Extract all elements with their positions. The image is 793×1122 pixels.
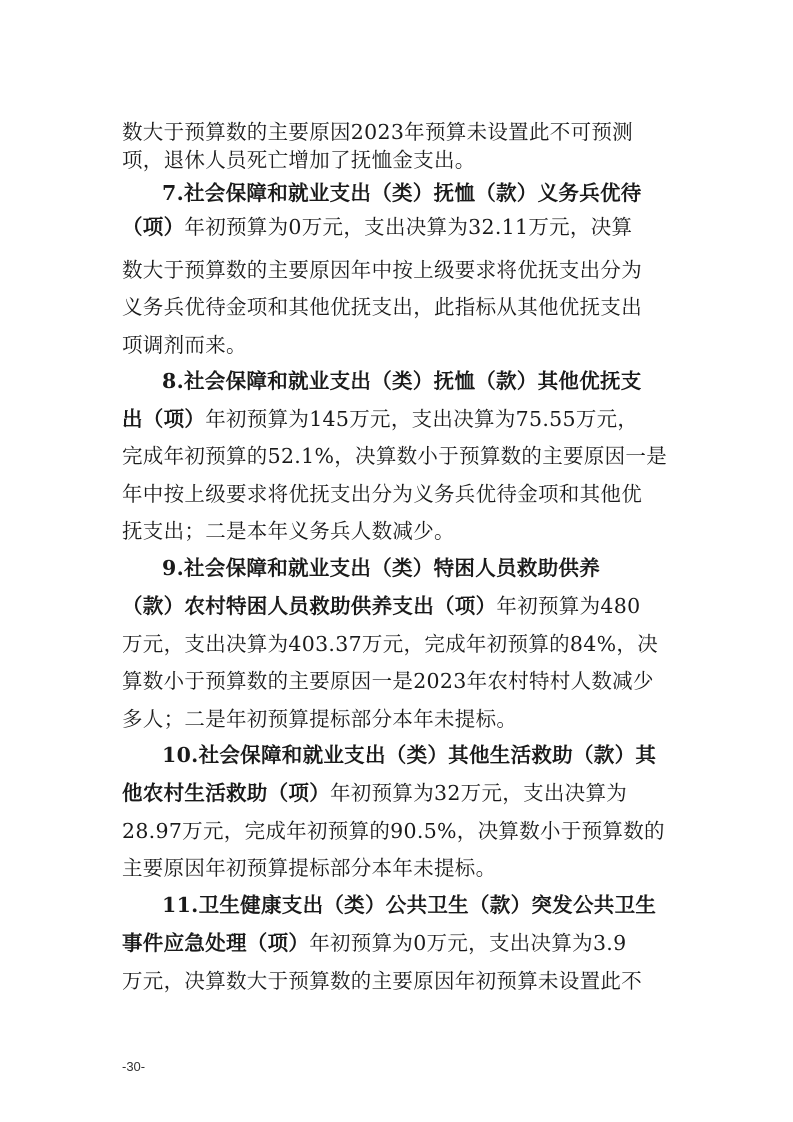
bold-text-run: （项） — [122, 215, 185, 239]
text-run: 多人；二是年初预算提标部分本年未提标。 — [122, 707, 518, 731]
body-text-line — [122, 778, 682, 808]
text-run: 年初预算为0万元，支出决算为32.11万元，决算 — [184, 215, 633, 239]
text-run: 算数小于预算数的主要原因一是2023年农村特村人数减少 — [122, 669, 654, 693]
body-text-line — [122, 330, 682, 360]
text-run: 年初预算为32万元，支出决算为 — [330, 781, 628, 805]
body-text-line — [122, 666, 682, 696]
text-run: 万元，决算数大于预算数的主要原因年初预算未设置此不 — [122, 969, 642, 993]
bold-text-run: 10.社会保障和就业支出（类）其他生活救助（款）其 — [162, 743, 657, 767]
body-text-line — [122, 816, 682, 846]
text-run: 28.97万元，完成年初预算的90.5%，决算数小于预算数的 — [122, 819, 665, 843]
body-text-line — [122, 212, 682, 242]
text-run: 年初预算为480 — [496, 594, 641, 618]
text-run: 主要原因年初预算提标部分本年未提标。 — [122, 856, 497, 880]
text-run: 数大于预算数的主要原因2023年预算未设置此不可预测 — [122, 120, 633, 144]
bold-text-run: 9.社会保障和就业支出（类）特困人员救助供养 — [162, 556, 600, 580]
section-heading-line — [162, 366, 682, 396]
body-text-line — [122, 704, 682, 734]
body-text-line — [122, 928, 682, 958]
text-run: 年初预算为145万元，支出决算为75.55万元， — [205, 407, 639, 431]
section-heading-line — [162, 740, 682, 770]
text-run: 项，退休人员死亡增加了抚恤金支出。 — [122, 148, 476, 172]
text-run: 年初预算为0万元，支出决算为3.9 — [309, 931, 627, 955]
body-text-line — [122, 292, 682, 322]
body-text-line — [122, 145, 682, 175]
section-heading-line — [162, 890, 682, 920]
bold-text-run: （款）农村特困人员救助供养支出（项） — [122, 594, 497, 618]
body-text-line — [122, 479, 682, 509]
body-text-line — [122, 117, 682, 147]
bold-text-run: 7.社会保障和就业支出（类）抚恤（款）义务兵优待 — [162, 181, 642, 205]
text-run: 完成年初预算的52.1%，决算数小于预算数的主要原因一是 — [122, 444, 668, 468]
bold-text-run: 11.卫生健康支出（类）公共卫生（款）突发公共卫生 — [162, 893, 657, 917]
text-run: 万元，支出决算为403.37万元，完成年初预算的84%，决 — [122, 632, 658, 656]
body-text-line — [122, 441, 682, 471]
body-text-line — [122, 629, 682, 659]
body-text-line — [122, 591, 682, 621]
text-run: 数大于预算数的主要原因年中按上级要求将优抚支出分为 — [122, 258, 642, 282]
bold-text-run: 他农村生活救助（项） — [122, 781, 330, 805]
section-heading-line — [162, 553, 682, 583]
text-run: 项调剂而来。 — [122, 333, 247, 357]
bold-text-run: 8.社会保障和就业支出（类）抚恤（款）其他优抚支 — [162, 369, 642, 393]
body-text-line — [122, 255, 682, 285]
body-text-line — [122, 516, 682, 546]
body-text-line — [122, 966, 682, 996]
body-text-line — [122, 853, 682, 883]
body-text-line — [122, 404, 682, 434]
page-number: -30- — [122, 1059, 146, 1074]
text-run: 义务兵优待金项和其他优抚支出，此指标从其他优抚支出 — [122, 295, 642, 319]
bold-text-run: 事件应急处理（项） — [122, 931, 310, 955]
text-run: 年中按上级要求将优抚支出分为义务兵优待金项和其他优 — [122, 482, 642, 506]
text-run: 抚支出；二是本年义务兵人数减少。 — [122, 519, 455, 543]
section-heading-line — [162, 178, 682, 208]
bold-text-run: 出（项） — [122, 407, 206, 431]
